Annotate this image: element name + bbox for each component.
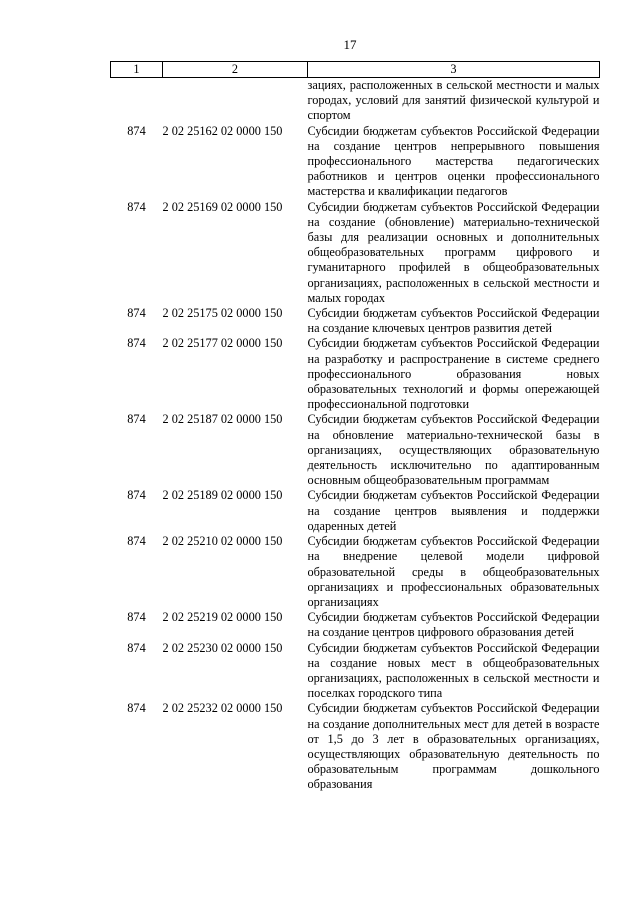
budget-code-cell: 2 02 25187 02 0000 150 <box>162 412 283 427</box>
header-col-2: 2 <box>163 62 308 78</box>
budget-code-cell: 2 02 25175 02 0000 150 <box>162 306 283 321</box>
table-row <box>111 641 600 702</box>
header-col-1: 1 <box>111 62 163 78</box>
admin-code-cell: 874 <box>127 610 146 625</box>
budget-code-cell: 2 02 25232 02 0000 150 <box>162 701 283 716</box>
table-row <box>111 610 600 640</box>
description-cell: Субсидии бюджетам субъектов Российской Федерации на создание центров выявления и поддержки одаренных детей <box>307 488 600 533</box>
admin-code-cell: 874 <box>127 123 146 138</box>
admin-code-cell: 874 <box>127 640 146 655</box>
budget-code-cell: 2 02 25230 02 0000 150 <box>162 640 283 655</box>
description-cell: Субсидии бюджетам субъектов Российской Федерации на разработку и распространение в системе среднего профессионального образования новых образовательных технологий и формы опережающей профессиональной подготовки <box>307 336 600 412</box>
admin-code-cell: 874 <box>127 488 146 503</box>
table-row <box>111 412 600 488</box>
table-row <box>111 336 600 412</box>
description-cell: Субсидии бюджетам субъектов Российской Федерации на внедрение целевой модели цифровой образовательной среды в общеобразовательных организациях и профессиональных образовательных организациях <box>307 534 600 609</box>
description-cell: Субсидии бюджетам субъектов Российской Федерации на создание (обновление) материально-технической базы для реализации основных и дополнительных общеобразовательных программ цифрового и гуманитарного профилей в общеобразовательных организациях, расположенных в сельской местности и малых городах <box>307 199 600 305</box>
table-row <box>111 701 600 792</box>
admin-code-cell: 874 <box>127 199 146 214</box>
description-cell: Субсидии бюджетам субъектов Российской Федерации на создание новых мест в общеобразовательных организациях, расположенных в сельской местности и поселках городского типа <box>307 640 600 701</box>
admin-code-cell: 874 <box>127 701 146 716</box>
admin-code-cell: 874 <box>127 534 146 549</box>
budget-code-cell: 2 02 25210 02 0000 150 <box>162 534 283 549</box>
table-row <box>111 124 600 200</box>
budget-code-cell: 2 02 25177 02 0000 150 <box>162 336 283 351</box>
continuation-row <box>111 78 600 124</box>
description-cell: Субсидии бюджетам субъектов Российской Федерации на создание центров непрерывного повышения профессионального мастерства педагогических работников и центров оценки профессионального мастерства и квалификации педагогов <box>307 123 600 199</box>
description-cell: Субсидии бюджетам субъектов Российской Федерации на обновление материально-технической базы в организациях, осуществляющих образовательную деятельность исключительно по адаптированным основным общеобразовательным программам <box>307 412 600 488</box>
admin-code-cell: 874 <box>127 306 146 321</box>
header-col-3: 3 <box>308 62 600 78</box>
description-cell: Субсидии бюджетам субъектов Российской Федерации на создание центров цифрового образования детей <box>307 610 600 640</box>
table-row <box>111 534 600 610</box>
admin-code-cell: 874 <box>127 412 146 427</box>
description-cell: Субсидии бюджетам субъектов Российской Федерации на создание ключевых центров развития детей <box>307 306 600 336</box>
description-cell: Субсидии бюджетам субъектов Российской Федерации на создание дополнительных мест для детей в возрасте от 1,5 до 3 лет в образовательных организациях, осуществляющих образовательную деятельность по образовательным программам дошкольного образования <box>307 701 600 792</box>
budget-code-cell: 2 02 25169 02 0000 150 <box>162 199 283 214</box>
table-row <box>111 200 600 306</box>
budget-code-cell: 2 02 25189 02 0000 150 <box>162 488 283 503</box>
continuation-text: зациях, расположенных в сельской местности и малых городах, условий для занятий физической культурой и спортом <box>307 78 600 123</box>
budget-code-cell: 2 02 25219 02 0000 150 <box>162 610 283 625</box>
budget-code-cell: 2 02 25162 02 0000 150 <box>162 123 283 138</box>
admin-code-cell: 874 <box>127 336 146 351</box>
table-row <box>111 488 600 534</box>
budget-codes-table <box>110 61 600 793</box>
page-number: 17 <box>343 37 357 52</box>
table-row <box>111 306 600 336</box>
table-header <box>111 62 600 78</box>
